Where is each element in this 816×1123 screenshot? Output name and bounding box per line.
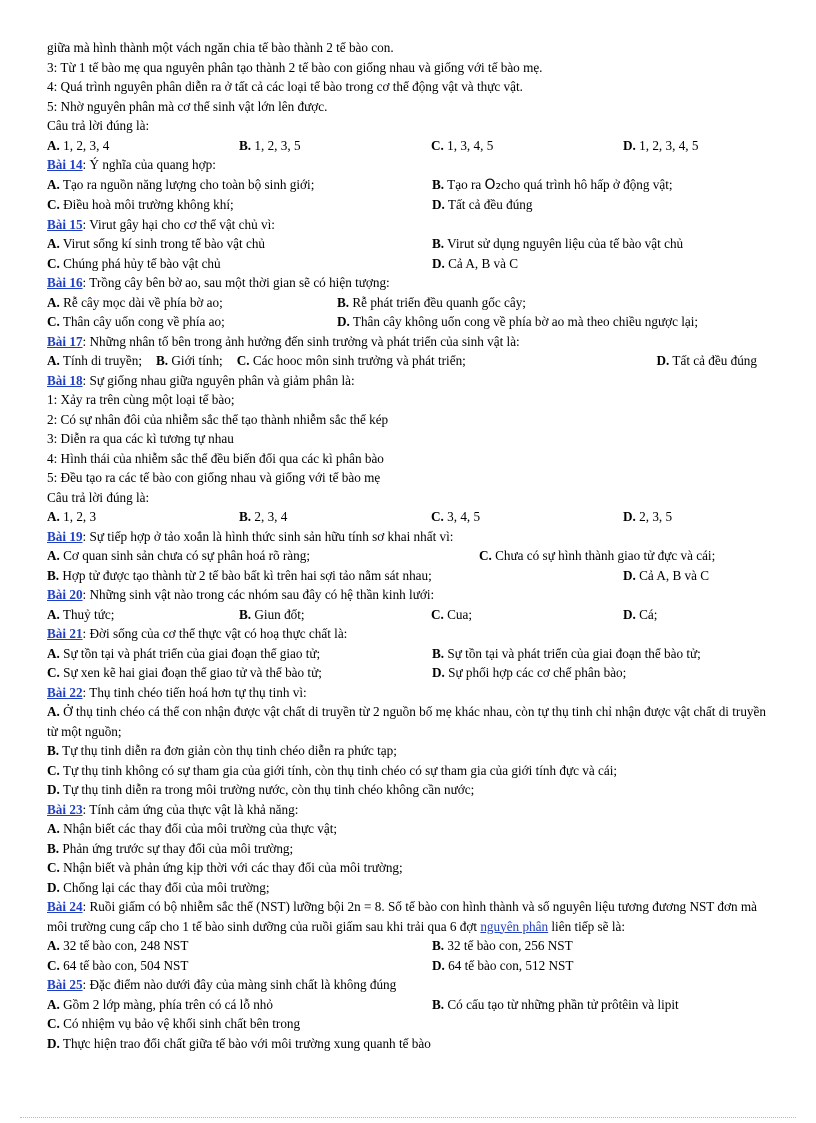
option-c: C. 3, 4, 5 [431, 509, 481, 524]
option-b: B. Giun đốt; [239, 606, 305, 622]
option-d: D. Sự phối hợp các cơ chế phân bào; [432, 665, 627, 680]
option-a: A. Thuỷ tức; [47, 606, 115, 622]
question-label: Bài 14 [47, 157, 83, 172]
option-d: D. Cả A, B và C [432, 255, 519, 271]
question-label: Bài 20 [47, 587, 83, 602]
question-25: Bài 25: Đặc điểm nào dưới đây của màng sinh chất là không đúng [47, 977, 397, 992]
option-d: D. 2, 3, 5 [623, 509, 673, 524]
question-label: Bài 21 [47, 626, 83, 641]
question-16: Bài 16: Trồng cây bên bờ ao, sau một thời gian sẽ có hiện tượng: [47, 275, 390, 290]
option-a: A. Cơ quan sinh sản chưa có sự phân hoá rõ ràng; [47, 548, 310, 563]
answer-row [47, 136, 777, 156]
option-a: A. Rễ cây mọc dài về phía bờ ao; [47, 294, 223, 310]
option-b: B. 2, 3, 4 [239, 509, 288, 524]
statement-line: Câu trả lời đúng là: [47, 489, 150, 505]
option-a: A. Nhận biết các thay đổi của môi trường của thực vật; [47, 821, 338, 836]
option-a: A. 32 tế bào con, 248 NST [47, 938, 189, 953]
option-b: B. Hợp tử được tạo thành từ 2 tế bào bất kì trên hai sợi tảo nằm sát nhau; [47, 567, 432, 583]
answer-row [47, 293, 777, 313]
answer-row [47, 175, 777, 196]
question-21: Bài 21: Đời sống của cơ thể thực vật có hoạ thực chất là: [47, 626, 348, 641]
statement-line: 1: Xảy ra trên cùng một loại tế bào; [47, 392, 235, 407]
question-label: Bài 17 [47, 333, 83, 349]
option-c: C. Có nhiệm vụ bảo vệ khối sinh chất bên trong [47, 1016, 301, 1031]
option-b: B. Sự tồn tại và phát triển của giai đoạn thể bào tử; [432, 645, 701, 661]
question-label: Bài 19 [47, 528, 83, 544]
option-b: B. Tự thụ tinh diễn ra đơn giản còn thụ tinh chéo diễn ra phức tạp; [47, 743, 397, 758]
intro-line: 4: Quá trình nguyên phân diễn ra ở tất cả các loại tế bào trong cơ thể động vật và thực vật. [47, 79, 523, 94]
question-label: Bài 22 [47, 684, 83, 700]
intro-line: 3: Từ 1 tế bào mẹ qua nguyên phân tạo thành 2 tế bào con giống nhau và giống với tế bào mẹ. [47, 59, 543, 75]
option-c: C. Tự thụ tinh không có sự tham gia của giới tính, còn thụ tinh chéo có sự tham gia của giới tính đực và cái; [47, 762, 618, 778]
option-c: C. Điều hoà môi trường không khí; [47, 197, 234, 212]
option-a: A. 1, 2, 3, 4 [47, 137, 110, 153]
document-page [47, 38, 777, 1053]
option-a: A. 1, 2, 3 [47, 509, 97, 524]
answer-row [47, 566, 777, 586]
answer-row [47, 956, 777, 976]
option-c: C. Các hooc môn sinh trưởng và phát triển; [236, 353, 466, 368]
answer-row [47, 995, 777, 1015]
option-d: D. Thực hiện trao đổi chất giữa tế bào với môi trường xung quanh tế bào [47, 1035, 431, 1051]
option-b: B. 1, 2, 3, 5 [239, 137, 301, 153]
statement-line: 4: Hình thái của nhiễm sắc thể đều biến đổi qua các kì phân bào [47, 450, 384, 466]
option-b: B. Có cấu tạo từ những phần tử prôtêin và lipit [432, 996, 679, 1012]
answer-row [47, 936, 777, 956]
option-d: D. Chống lại các thay đổi của môi trường; [47, 879, 270, 895]
question-label: Bài 15 [47, 216, 83, 232]
question-19: Bài 19: Sự tiếp hợp ở tảo xoắn là hình thức sinh sản hữu tính sơ khai nhất vì: [47, 528, 454, 544]
option-d: D. Cả A, B và C [623, 567, 710, 583]
question-label: Bài 23 [47, 801, 83, 817]
statement-line: 5: Đều tạo ra các tế bào con giống nhau và giống với tế bào mẹ [47, 470, 381, 485]
answer-row [47, 312, 777, 332]
option-c: C. Nhận biết và phản ứng kịp thời với các thay đổi của môi trường; [47, 860, 403, 875]
question-17: Bài 17: Những nhân tố bên trong ảnh hưởng đến sinh trưởng và phát triển của sinh vật là: [47, 333, 520, 349]
answer-row [47, 234, 777, 254]
question-22: Bài 22: Thụ tinh chéo tiến hoá hơn tự thụ tinh vì: [47, 684, 307, 700]
intro-line: giữa mà hình thành một vách ngăn chia tế bào thành 2 tế bào con. [47, 40, 394, 55]
option-a: A. Ở thụ tinh chéo cá thể con nhận được vật chất di truyền từ 2 nguồn bố mẹ khác nhau, còn tự thụ tinh chỉ nhận được vật chất di truyền từ một nguồn; [47, 704, 766, 739]
option-c: C. Sự xen kẽ hai giai đoạn thể giao tử và thể bào tử; [47, 665, 322, 680]
option-b: B. 32 tế bào con, 256 NST [432, 938, 573, 953]
option-c: C. 1, 3, 4, 5 [431, 137, 494, 153]
question-15: Bài 15: Virut gây hại cho cơ thể vật chủ vì: [47, 216, 275, 232]
question-label: Bài 24 [47, 899, 83, 914]
intro-line: 5: Nhờ nguyên phân mà cơ thể sinh vật lớn lên được. [47, 98, 328, 114]
nguyen-phan-link[interactable]: nguyên phân [480, 918, 549, 934]
question-14: Bài 14: Ý nghĩa của quang hợp: [47, 157, 216, 172]
answer-row [47, 195, 777, 215]
option-c: C. Cua; [431, 606, 473, 622]
answer-row [47, 605, 777, 625]
option-a: A. Virut sống kí sinh trong tế bào vật chủ [47, 236, 266, 251]
answer-row [47, 546, 777, 566]
option-b: B. Giới tính; [156, 353, 223, 368]
question-label: Bài 25 [47, 977, 83, 992]
statement-line: 2: Có sự nhân đôi của nhiễm sắc thể tạo thành nhiễm sắc thể kép [47, 411, 389, 427]
option-c: C. Chúng phá hủy tế bào vật chủ [47, 255, 221, 271]
option-c: C. 64 tế bào con, 504 NST [47, 957, 189, 973]
option-d: D. Tự thụ tinh diễn ra trong môi trường nước, còn thụ tinh chéo không cần nước; [47, 782, 475, 797]
option-b: B. Rễ phát triển đều quanh gốc cây; [337, 294, 526, 310]
page-bottom-border [20, 1117, 796, 1118]
option-c: C. Chưa có sự hình thành giao tử đực và cái; [479, 548, 716, 563]
option-a: A. Gồm 2 lớp màng, phía trên có cá lỗ nhỏ [47, 996, 273, 1012]
option-b: B. Phản ứng trước sự thay đổi của môi trường; [47, 840, 294, 856]
answer-row [47, 507, 777, 527]
option-d: D. Tất cả đều đúng [656, 353, 757, 368]
option-d: D. 64 tế bào con, 512 NST [432, 957, 574, 973]
option-b: B. Tạo ra O₂cho quá trình hô hấp ở động vật; [432, 176, 673, 193]
option-c: C. Thân cây uốn cong về phía ao; [47, 314, 225, 329]
option-a: A. Tính di truyền; [47, 353, 143, 368]
option-a: A. Tạo ra nguồn năng lượng cho toàn bộ sinh giới; [47, 176, 315, 192]
option-d: D. 1, 2, 3, 4, 5 [623, 137, 699, 153]
option-a: A. Sự tồn tại và phát triển của giai đoạn thể giao tử; [47, 645, 321, 661]
answer-row [47, 254, 777, 274]
option-d: D. Cá; [623, 606, 658, 622]
answer-row [47, 644, 777, 664]
question-23: Bài 23: Tính cảm ứng của thực vật là khả năng: [47, 801, 299, 817]
question-label: Bài 18 [47, 372, 83, 388]
answer-row [47, 351, 777, 371]
intro-line: Câu trả lời đúng là: [47, 118, 150, 133]
option-b: B. Virut sử dụng nguyên liệu của tế bào vật chủ [432, 236, 684, 251]
answer-row [47, 663, 777, 683]
question-label: Bài 16 [47, 275, 83, 290]
option-d: D. Tất cả đều đúng [432, 197, 533, 212]
statement-line: 3: Diễn ra qua các kì tương tự nhau [47, 431, 234, 446]
question-18: Bài 18: Sự giống nhau giữa nguyên phân và giảm phân là: [47, 372, 355, 388]
option-d: D. Thân cây không uốn cong về phía bờ ao mà theo chiều ngược lại; [337, 314, 699, 329]
question-20: Bài 20: Những sinh vật nào trong các nhóm sau đây có hệ thần kinh lưới: [47, 587, 435, 602]
question-24: Bài 24: Ruồi giấm có bộ nhiễm sắc thể (NST) lưỡng bội 2n = 8. Số tế bào con hình thành và số nguyên liệu tương đương NST đơn mà môi trường cung cấp cho 1 tế bào sinh dưỡng của ruồi giấm sau khi trải qua 6 đợt nguyên phân liên tiếp sẽ là: [47, 899, 757, 934]
